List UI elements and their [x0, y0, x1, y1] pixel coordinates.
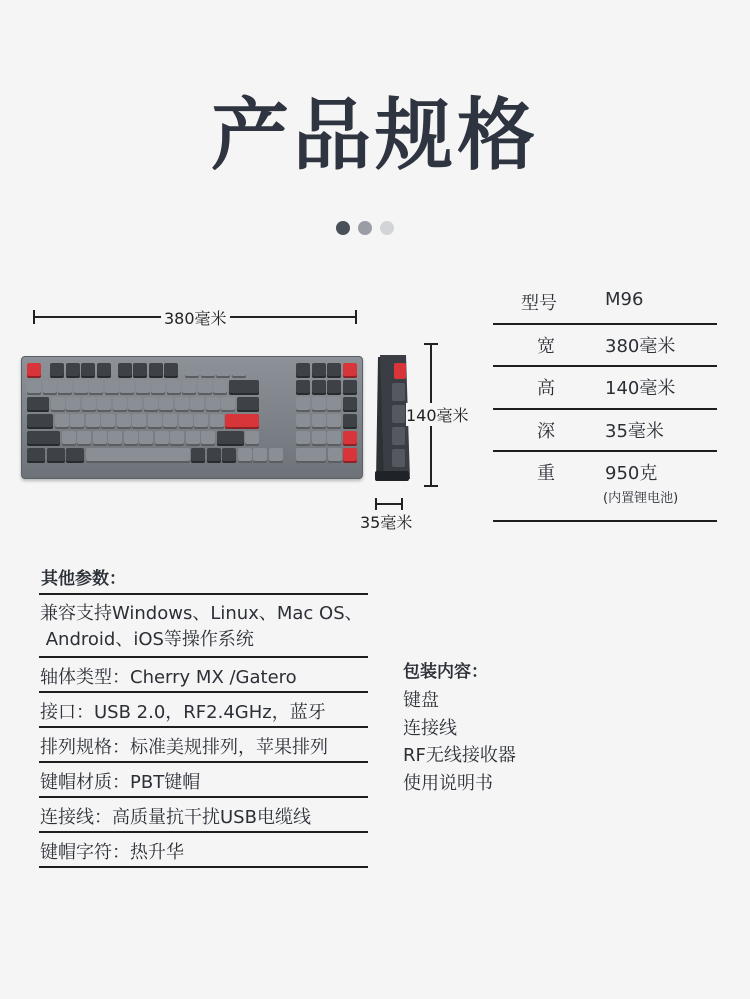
spec-value: 35毫米 [605, 420, 664, 442]
keycap [191, 448, 205, 463]
keycap [27, 397, 49, 412]
keycap [210, 414, 224, 429]
param-item-cable: 连接线：高质量抗干扰USB电缆线 [39, 798, 368, 833]
package-item: 键盘 [403, 690, 439, 711]
other-params-section [39, 560, 368, 868]
keyboard-key-row [27, 414, 293, 429]
param-item-os [39, 595, 368, 658]
param-text: Android、iOS等操作系统 [40, 629, 254, 650]
keycap [170, 431, 184, 446]
param-item-switch: 轴体类型：Cherry MX /Gatero [39, 658, 368, 693]
keycap [186, 431, 200, 446]
keycap [296, 363, 310, 378]
keycap [327, 380, 341, 395]
keycap [27, 380, 41, 395]
keycap [269, 448, 283, 463]
keyboard-key-row [27, 397, 293, 412]
keycap [159, 397, 173, 412]
keyboard-numpad-row [296, 397, 359, 412]
keyboard-numpad-row [296, 414, 359, 429]
param-item-legend: 键帽字符：热升华 [39, 833, 368, 868]
keycap [86, 414, 100, 429]
spec-value: M96 [605, 289, 644, 310]
spec-key: 深 [537, 420, 555, 442]
keycap [108, 431, 122, 446]
keycap [296, 431, 310, 446]
keycap [237, 397, 259, 412]
keyboard-numpad-row [296, 431, 359, 446]
param-item-layout: 排列规格：标准美规排列，苹果排列 [39, 728, 368, 763]
height-dimension [406, 343, 469, 487]
keycap [113, 397, 127, 412]
keyboard-numpad-row [296, 363, 359, 378]
keycap [198, 380, 212, 395]
keycap [27, 448, 45, 463]
keycap [124, 431, 138, 446]
keycap [128, 397, 142, 412]
keycap [194, 414, 208, 429]
spec-row-depth [493, 410, 717, 453]
spec-key: 高 [537, 378, 555, 399]
keycap [163, 414, 177, 429]
carousel-indicator [336, 221, 394, 235]
keycap [216, 363, 230, 378]
keycap [296, 397, 310, 412]
keycap [343, 397, 357, 412]
keycap [296, 448, 326, 463]
keycap [207, 448, 221, 463]
keycap [213, 380, 227, 395]
package-contents-section [403, 657, 516, 796]
spec-row-weight [493, 452, 717, 522]
package-item: RF无线接收器 [403, 745, 516, 766]
width-dimension-label: 380毫米 [161, 306, 230, 329]
keycap [139, 431, 153, 446]
carousel-dot-1[interactable] [336, 221, 350, 235]
keycap [101, 414, 115, 429]
spec-value: 950克 [605, 463, 658, 484]
keycap [97, 397, 111, 412]
keycap [327, 431, 341, 446]
keycap [328, 448, 342, 463]
spec-row-width [493, 325, 717, 368]
param-item-keycap-material: 键帽材质：PBT键帽 [39, 763, 368, 798]
keycap [62, 431, 76, 446]
keycap [77, 431, 91, 446]
keycap [27, 431, 60, 446]
spec-key: 型号 [521, 293, 557, 314]
keycap [327, 397, 341, 412]
keycap [312, 431, 326, 446]
keycap [82, 397, 96, 412]
keycap [167, 380, 181, 395]
keycap [66, 397, 80, 412]
keycap [343, 448, 357, 463]
keycap [89, 380, 103, 395]
keycap [327, 363, 341, 378]
keycap [343, 380, 357, 395]
keycap [217, 431, 244, 446]
keycap [155, 431, 169, 446]
spec-table [493, 282, 717, 522]
keycap [151, 380, 165, 395]
spec-key: 重 [537, 463, 555, 484]
keycap [132, 414, 146, 429]
keycap [74, 380, 88, 395]
keycap [118, 363, 132, 378]
carousel-dot-3[interactable] [380, 221, 394, 235]
keycap [27, 414, 53, 429]
carousel-dot-2[interactable] [358, 221, 372, 235]
keycap [343, 363, 357, 378]
keycap [232, 363, 246, 378]
keycap [144, 397, 158, 412]
keycap [312, 397, 326, 412]
keycap [245, 431, 259, 446]
depth-dimension-label: 35毫米 [360, 513, 413, 532]
keycap [327, 414, 341, 429]
param-text: 兼容支持Windows、Linux、Mac OS、 [40, 603, 363, 624]
keycap [164, 363, 178, 378]
keyboard-key-row [27, 448, 293, 463]
keycap [149, 363, 163, 378]
keycap [136, 380, 150, 395]
package-item: 连接线 [403, 717, 457, 739]
keycap [51, 397, 65, 412]
keyboard-key-row [27, 363, 293, 378]
keycap [117, 414, 131, 429]
keycap [105, 380, 119, 395]
keycap [238, 448, 252, 463]
keycap [66, 448, 84, 463]
keyboard-top-view-image [21, 356, 363, 479]
keycap [86, 448, 190, 463]
keycap [43, 380, 57, 395]
spec-value: 380毫米 [605, 335, 676, 357]
keycap [190, 397, 204, 412]
keyboard-key-row [27, 431, 293, 446]
package-heading: 包装内容： [403, 662, 488, 682]
keycap [221, 397, 235, 412]
depth-dimension [375, 498, 403, 510]
keycap [50, 363, 64, 378]
keycap [175, 397, 189, 412]
keycap [133, 363, 147, 378]
keycap [312, 363, 326, 378]
keycap [229, 380, 259, 395]
keyboard-numpad-row [296, 380, 359, 395]
width-dimension [33, 308, 357, 326]
page-title: 产品规格 [210, 91, 539, 181]
keycap [58, 380, 72, 395]
keycap [27, 363, 41, 378]
keycap [97, 363, 111, 378]
spec-note: (内置锂电池) [603, 491, 679, 506]
keycap [253, 448, 267, 463]
keycap [120, 380, 134, 395]
keycap [201, 431, 215, 446]
other-params-heading: 其他参数： [39, 560, 368, 595]
package-item: 使用说明书 [403, 772, 493, 794]
spec-key: 宽 [537, 335, 555, 357]
spec-value: 140毫米 [605, 378, 676, 399]
keyboard-numpad-row [296, 448, 359, 463]
spec-row-height [493, 367, 717, 410]
keycap [206, 397, 220, 412]
keycap [47, 448, 65, 463]
spec-row-model [493, 282, 717, 325]
keycap [148, 414, 162, 429]
keycap [296, 380, 310, 395]
keycap [179, 414, 193, 429]
keycap [81, 363, 95, 378]
keycap [343, 414, 357, 429]
keycap [296, 414, 310, 429]
height-dimension-label: 140毫米 [406, 403, 469, 426]
keycap [93, 431, 107, 446]
keycap [312, 414, 326, 429]
keycap [55, 414, 69, 429]
keycap [312, 380, 326, 395]
keycap [66, 363, 80, 378]
keycap [201, 363, 215, 378]
keyboard-key-row [27, 380, 293, 395]
keycap [70, 414, 84, 429]
keycap [185, 363, 199, 378]
keycap [225, 414, 259, 429]
keycap [182, 380, 196, 395]
keycap [222, 448, 236, 463]
param-item-interface: 接口：USB 2.0，RF2.4GHz，蓝牙 [39, 693, 368, 728]
keycap [343, 431, 357, 446]
